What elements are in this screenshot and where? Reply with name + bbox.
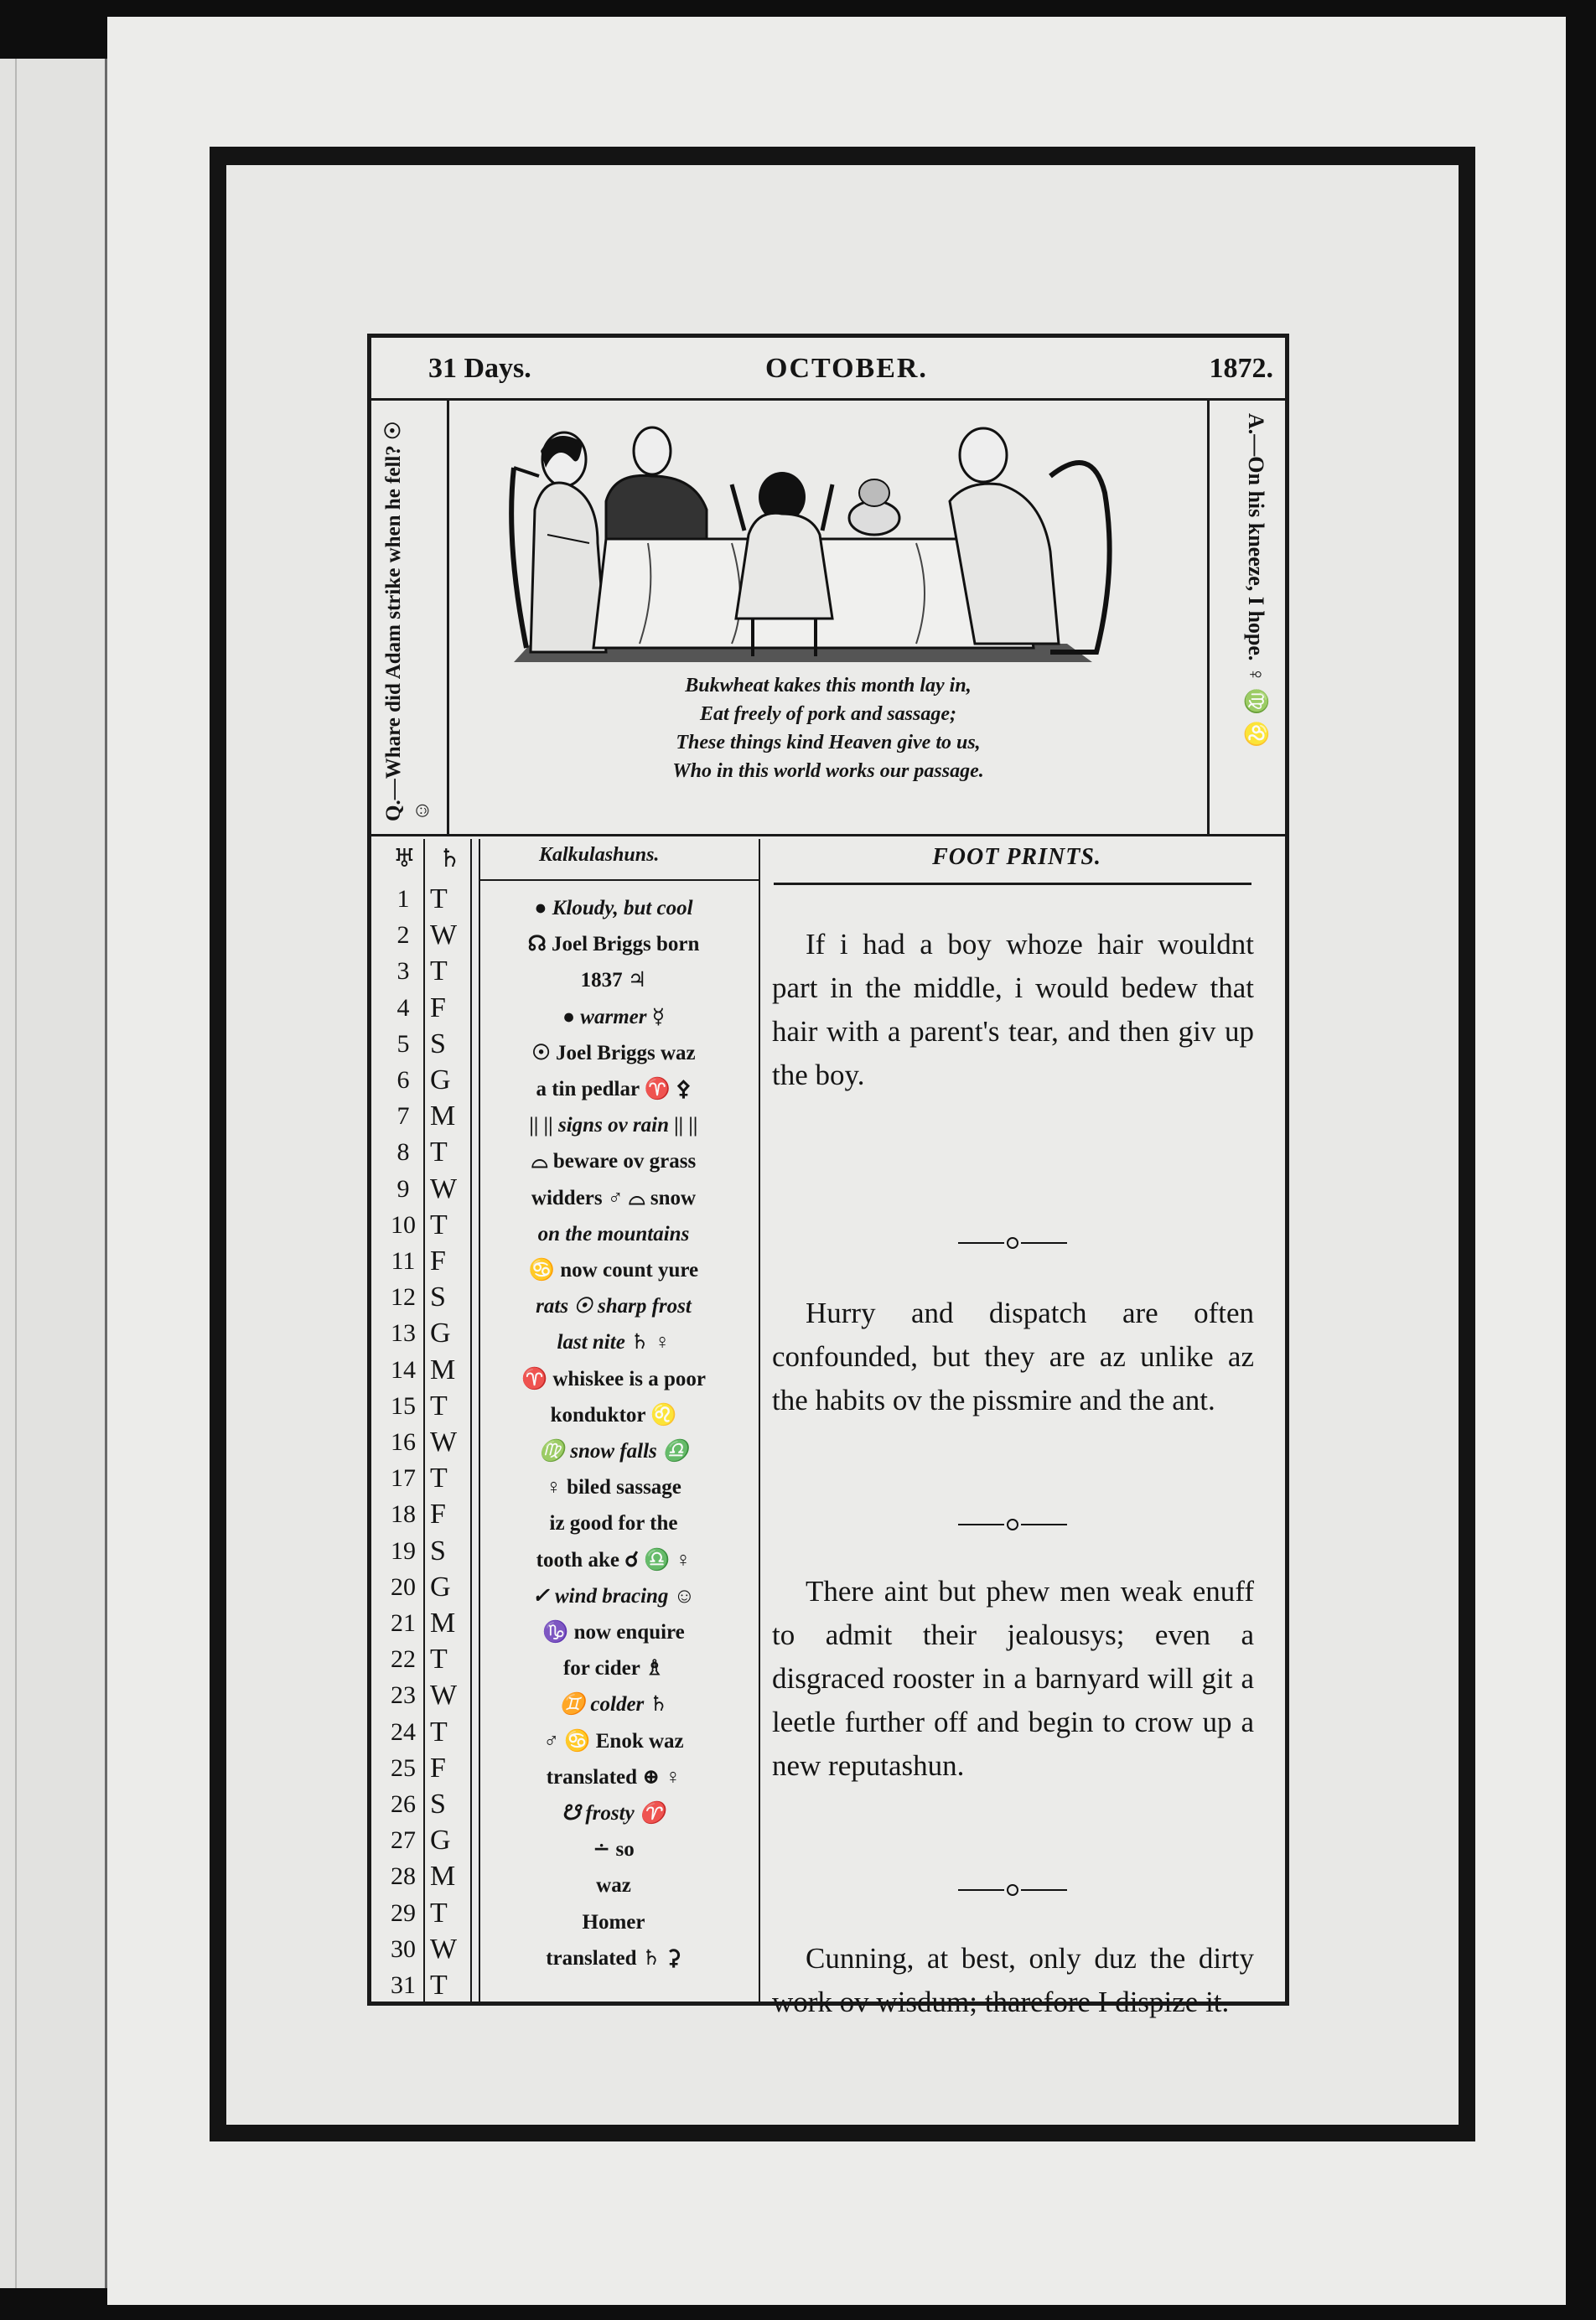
day-number: 31: [391, 1971, 416, 1999]
kalkulashun-line: ● warmer ☿: [562, 1005, 666, 1028]
day-row: [371, 992, 476, 1025]
calendar-table: [371, 839, 1285, 2018]
day-number: 1: [396, 885, 410, 913]
day-row: [371, 1354, 476, 1387]
section-divider: [371, 834, 1285, 836]
kalkulashun-line: ♊ colder ♄: [559, 1693, 668, 1717]
day-letter: M: [430, 1100, 456, 1132]
kalkulashun-line: ∸ so: [593, 1838, 635, 1862]
day-letter: F: [430, 1752, 446, 1784]
kalkulashun-line: ♑ now enquire: [542, 1621, 685, 1644]
day-letter: W: [430, 1173, 458, 1204]
day-letter: W: [430, 1427, 458, 1458]
day-number: 30: [391, 1934, 416, 1963]
column-rule: [759, 839, 760, 2002]
day-row: [371, 1969, 476, 2002]
kalkulashun-line: Homer: [582, 1910, 645, 1934]
day-row: [371, 1100, 476, 1133]
day-letter: G: [430, 1571, 451, 1603]
day-letter: T: [430, 955, 448, 987]
day-row: [371, 1390, 476, 1423]
day-letter: T: [430, 1463, 448, 1494]
kalkulashuns-header: Kalkulashuns.: [539, 844, 660, 866]
kalkulashun-line: waz: [596, 1874, 631, 1898]
day-letter: S: [430, 1535, 446, 1567]
day-letter: M: [430, 1608, 456, 1639]
kalkulashun-line: translated ⊕ ♀: [546, 1765, 681, 1789]
day-row: [371, 1281, 476, 1314]
kalkulashun-line: ♈ whiskee is a poor: [521, 1367, 707, 1390]
verse: [455, 671, 1201, 785]
kalkulashun-line: rats ☉ sharp frost: [536, 1295, 692, 1318]
day-number: 4: [396, 993, 410, 1022]
day-letter: T: [430, 1209, 448, 1240]
day-letter: T: [430, 1390, 448, 1422]
question-column: [371, 398, 449, 834]
question-text: [380, 411, 437, 821]
day-number: 8: [396, 1138, 410, 1167]
kalkulashun-line: ♍ snow falls ♎: [538, 1440, 689, 1463]
day-row: [371, 1643, 476, 1676]
day-number: 12: [391, 1283, 416, 1312]
day-number: 2: [396, 921, 410, 950]
day-number: 23: [391, 1681, 416, 1710]
family-dinner-illustration: [480, 417, 1134, 667]
day-row: [371, 1064, 476, 1097]
day-row: [371, 1245, 476, 1278]
day-letter: S: [430, 1282, 446, 1313]
kalkulashun-line: on the mountains: [537, 1222, 690, 1245]
day-row: [371, 1426, 476, 1459]
day-number: 25: [391, 1753, 416, 1782]
day-row: [371, 1136, 476, 1169]
year-label: 1872.: [1209, 353, 1273, 384]
day-row: [371, 1860, 476, 1893]
foot-print-paragraph: If i had a boy whoze hair wouldnt part in the middle, i would bedew that hair with a parent's tear, and then giv up the boy.: [772, 928, 1254, 1091]
day-row: [371, 1028, 476, 1061]
day-row: [371, 883, 476, 916]
day-number: 22: [391, 1645, 416, 1674]
answer-text: [1241, 413, 1270, 824]
day-number: 7: [396, 1102, 410, 1131]
day-row: [371, 1752, 476, 1785]
answer-line: A.—On his kneeze, I hope.: [1244, 413, 1268, 661]
kalkulashun-line: tooth ake ☌ ♎ ♀: [536, 1548, 692, 1572]
kalkulashun-line: ⌓ beware ov grass: [531, 1150, 697, 1173]
day-row: [371, 1716, 476, 1749]
day-letter: T: [430, 1644, 448, 1675]
day-number: 3: [396, 957, 410, 986]
answer-column: [1207, 398, 1285, 834]
day-letter: G: [430, 1064, 451, 1095]
day-row: [371, 1317, 476, 1350]
kalkulashun-line: ☉ Joel Briggs waz: [531, 1041, 696, 1064]
foot-print-paragraph: There aint but phew men weak enuff to admit their jealousys; even a disgraced rooster in a barnyard will git a leetle further off and begin to crow up a new reputashun.: [772, 1575, 1254, 1782]
day-letter: T: [430, 883, 448, 914]
verse-line: These things kind Heaven give to us,: [676, 732, 981, 753]
day-letter: F: [430, 1499, 446, 1530]
kalkulashun-line: konduktor ♌: [550, 1403, 677, 1427]
kalkulashun-line: ♀ biled sassage: [546, 1476, 681, 1499]
verse-line: Bukwheat kakes this month lay in,: [685, 675, 972, 697]
day-row: [371, 1209, 476, 1242]
kalkulashun-line: ♂ ♋ Enok waz: [543, 1729, 684, 1753]
day-letter: W: [430, 1680, 458, 1712]
day-number: 19: [391, 1536, 416, 1565]
question-line: Q.—Whare did Adam strike when he fell?: [382, 445, 405, 821]
day-number: 24: [391, 1717, 416, 1746]
day-row: [371, 1462, 476, 1495]
kalkulashun-line: translated ♄ ⚳: [546, 1946, 681, 1970]
day-row: [371, 1679, 476, 1712]
verse-line: Who in this world works our passage.: [672, 760, 984, 782]
day-letter: F: [430, 992, 446, 1023]
days-count: 31 Days.: [428, 353, 531, 384]
day-row: [371, 1824, 476, 1857]
ornament-divider: [958, 1882, 1067, 1898]
day-number: 16: [391, 1428, 416, 1456]
day-letter: M: [430, 1354, 456, 1385]
kalkulashun-line: ♋ now count yure: [528, 1259, 699, 1282]
day-number: 17: [391, 1464, 416, 1493]
kalkulashun-line: ☊ Joel Briggs born: [527, 933, 700, 956]
day-number: 29: [391, 1898, 416, 1927]
day-letter: S: [430, 1028, 446, 1059]
day-letter: T: [430, 1897, 448, 1929]
month-title: OCTOBER.: [765, 353, 928, 384]
day-number: 5: [396, 1029, 410, 1058]
saturn-symbol-header: ♄: [438, 845, 461, 873]
day-letter: W: [430, 919, 458, 951]
day-row: [371, 1607, 476, 1640]
day-number: 26: [391, 1790, 416, 1818]
day-row: [371, 1933, 476, 1966]
uranus-symbol-header: ♅: [393, 845, 416, 873]
day-letter: F: [430, 1245, 446, 1277]
day-row: [371, 1788, 476, 1821]
day-letter: T: [430, 1970, 448, 2001]
day-number: 27: [391, 1826, 416, 1855]
day-letter: W: [430, 1933, 458, 1965]
kalkulashun-line: ☋ frosty ♈: [561, 1802, 666, 1825]
day-number: 20: [391, 1572, 416, 1601]
day-row: [371, 955, 476, 988]
kalkulashun-line: a tin pedlar ♈ ⚴: [536, 1078, 692, 1100]
day-letter: T: [430, 1137, 448, 1168]
header-row: [371, 338, 1285, 401]
day-row: [371, 1897, 476, 1930]
day-letter: G: [430, 1825, 451, 1857]
kalkulashun-line: iz good for the: [549, 1512, 678, 1535]
ornament-divider: [958, 1235, 1067, 1251]
kalkulashun-line: ● Kloudy, but cool: [534, 897, 693, 919]
day-number: 6: [396, 1066, 410, 1094]
day-number: 11: [391, 1247, 416, 1275]
day-number: 14: [391, 1355, 416, 1384]
day-number: 9: [396, 1174, 410, 1203]
kalkulashun-line: widders ♂ ⌓ snow: [531, 1186, 697, 1209]
day-letter: G: [430, 1318, 451, 1349]
ornament-divider: [958, 1516, 1067, 1533]
day-number: 28: [391, 1862, 416, 1891]
day-row: [371, 919, 476, 952]
foot-print-paragraph: Hurry and dispatch are often confounded, but they are az unlike az the habits ov the pissmire and the ant.: [772, 1297, 1254, 1416]
day-letter: M: [430, 1861, 456, 1893]
day-number: 13: [391, 1319, 416, 1348]
kalkulashun-line: 1837 ♃: [580, 969, 647, 992]
day-letter: T: [430, 1716, 448, 1748]
foot-prints-rule: [774, 883, 1251, 885]
foot-prints-title: FOOT PRINTS.: [932, 844, 1101, 870]
almanac-page: [367, 334, 1289, 2018]
day-letter: S: [430, 1789, 446, 1820]
page-fold-line: [15, 59, 17, 2288]
day-number: 18: [391, 1500, 416, 1529]
kalkulashun-line: ✓ wind bracing ☺: [531, 1584, 696, 1608]
day-number: 21: [391, 1609, 416, 1637]
answer-symbols: ♀ ♍ ♌: [1244, 665, 1268, 748]
kalkulashun-line: for cider ♗: [562, 1657, 665, 1680]
day-number: 10: [391, 1210, 416, 1239]
question-symbols: ☉ ☺: [382, 421, 433, 821]
kalkulashun-line: || || signs ov rain || ||: [529, 1114, 698, 1137]
left-page-edge: [0, 59, 107, 2288]
kalkulashun-line: last nite ♄ ♀: [557, 1331, 671, 1354]
day-row: [371, 1498, 476, 1531]
day-row: [371, 1535, 476, 1568]
header-rule: [479, 879, 759, 881]
day-row: [371, 1173, 476, 1206]
verse-line: Eat freely of pork and sassage;: [700, 703, 956, 725]
day-row: [371, 1571, 476, 1604]
day-number: 15: [391, 1391, 416, 1420]
foot-print-paragraph: Cunning, at best, only duz the dirty work ov wisdum; tharefore I dispize it.: [772, 1942, 1254, 2018]
